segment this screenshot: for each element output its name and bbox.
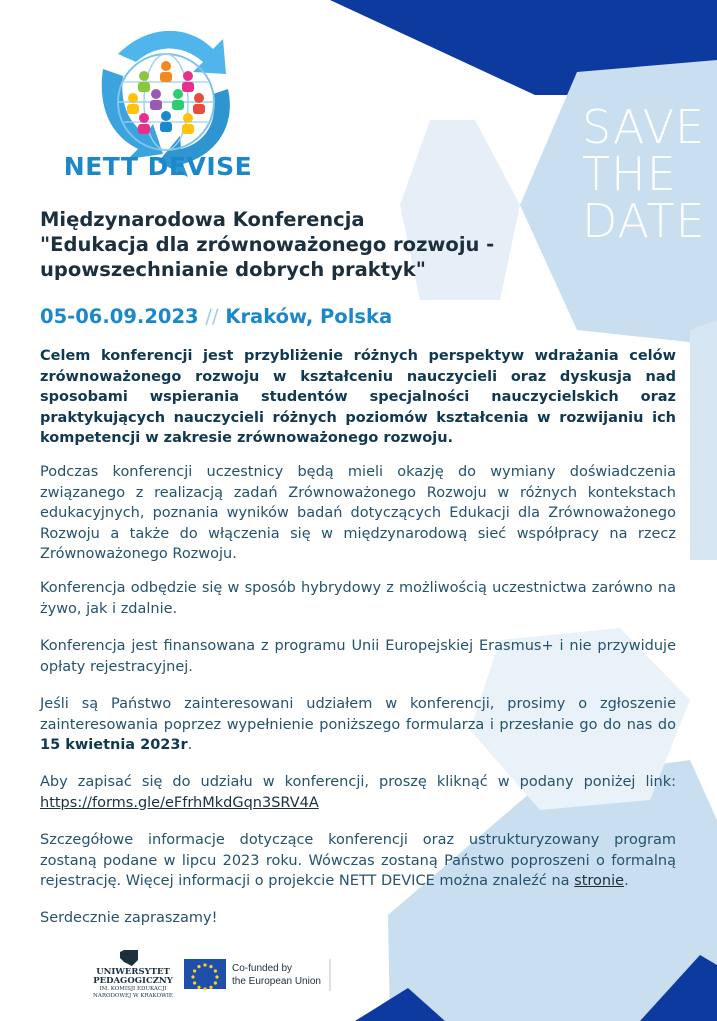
the-word: THE xyxy=(582,147,677,201)
paragraph-aim: Celem konferencji jest przybliżenie różnych perspektyw wdrażania celów zrównoważonego rozwoju w kształceniu nauczycieli oraz dyskusja nad sposobami wspierania studentów specjalności nauczycielskich oraz praktykujących nauczycieli różnych poziomów kształcenia w rozwijaniu ich kompetencji w zakresie zrównoważonego rozwoju. xyxy=(40,348,676,446)
logo-text: NETT DEVISE xyxy=(63,152,253,181)
title-line-2: "Edukacja dla zrównoważonego rozwoju - xyxy=(40,233,495,256)
deadline: 15 kwietnia 2023r xyxy=(40,737,188,753)
title-line-1: Międzynarodowa Konferencja xyxy=(40,208,365,231)
university-name-line1: UNIWERSYTET xyxy=(96,967,170,977)
logo-arrow-top xyxy=(118,31,226,74)
registration-end: . xyxy=(187,737,193,753)
registration-text: Jeśli są Państwo zainteresowani udziałem w konferencji, prosimy o zgłoszenie zainteresowania poprzez wypełnienie poniższego formularza i przesłanie go do nas do xyxy=(40,696,676,733)
conference-dates: 05-06.09.2023 xyxy=(40,305,199,328)
save-the-date xyxy=(582,100,712,248)
date-separator: // xyxy=(205,305,219,328)
conference-place: Kraków, Polska xyxy=(225,305,393,328)
date-word: DATE xyxy=(582,194,706,248)
university-name-line2: PEDAGOGICZNY xyxy=(93,976,173,986)
university-name xyxy=(83,968,183,999)
details-text: Szczegółowe informacje dotyczące konferencji oraz ustrukturyzowany program zostaną podane w lipcu 2023 roku. Wówczas zostaną Państwo poproszeni o formalną rejestrację. Więcej informacji o projekcie NETT DEVICE można znaleźć na xyxy=(40,832,676,889)
signup-form-link[interactable]: https://forms.gle/eFfrhMkdGqn3SRV4A xyxy=(40,794,319,811)
paragraph-hybrid: Konferencja odbędzie się w sposób hybrydowy z możliwością uczestnictwa zarówno na żywo, jak i zdalnie. xyxy=(40,580,676,617)
details-end: . xyxy=(624,873,629,889)
paragraph-participants: Podczas konferencji uczestnicy będą mieli okazję do wymiany doświadczenia związanego z realizacją zadań Zrównoważonego Rozwoju w różnych kontekstach edukacyjnych, poznania wyników badań dotyczących Edukacji dla Zrównoważonego Rozwoju a także do włączenia się w międzynarodową sieć współpracy na rzecz Zrównoważonego Rozwoju. xyxy=(40,464,676,562)
paragraph-funding: Konferencja jest finansowana z programu Unii Europejskiej Erasmus+ i nie przywiduje opłaty rejestracyjnej. xyxy=(40,638,676,675)
paragraph-registration-interest xyxy=(40,694,676,756)
light-strip-mid xyxy=(690,320,717,560)
project-page-link[interactable]: stronie xyxy=(574,873,625,889)
paragraph-invitation: Serdecznie zapraszamy! xyxy=(40,910,218,926)
date-location xyxy=(40,305,392,328)
eu-cofunded-text xyxy=(232,962,342,988)
title-line-3: upowszechnianie dobrych praktyk" xyxy=(40,258,426,281)
university-sub-line1: IM. KOMISJI EDUKACJI xyxy=(99,986,167,992)
eu-line1: Co-funded by xyxy=(232,963,293,974)
save-word: SAVE xyxy=(582,100,706,154)
eu-line2: the European Union xyxy=(232,976,321,987)
paragraph-signup xyxy=(40,772,676,813)
university-sub-line2: NARODOWEJ W KRAKOWIE xyxy=(93,992,173,999)
signup-text: Aby zapisać się do udziału w konferencji, proszę kliknąć w podany poniżej link: xyxy=(40,774,676,790)
paragraph-details xyxy=(40,830,676,892)
conference-title xyxy=(40,207,540,282)
